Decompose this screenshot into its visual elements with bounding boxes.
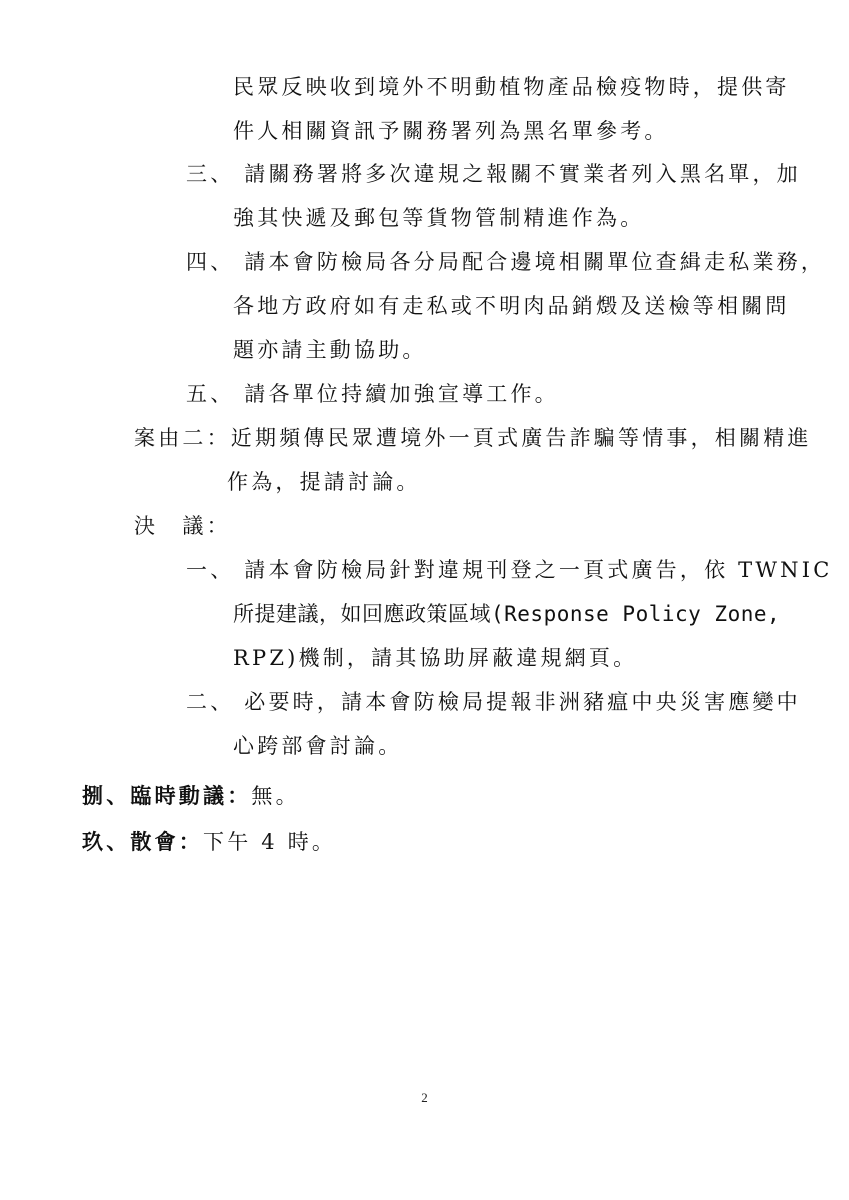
page-number: 2 [421,1090,428,1105]
text-line: 強其快遞及郵包等貨物管制精進作為。 [233,206,645,230]
item-4-line: 四、 請本會防檢局各分局配合邊境相關單位查緝走私業務， [186,250,826,274]
resolution-item-1-line: 一、 請本會防檢局針對違規刊登之一頁式廣告，依 TWNIC [186,558,833,582]
text-line: 民眾反映收到境外不明動植物產品檢疫物時，提供寄 [233,75,790,99]
text-line: 各地方政府如有走私或不明肉品銷燬及送檢等相關問 [233,294,790,318]
text-line: 件人相關資訊予關務署列為黑名單參考。 [233,119,669,143]
item-3-line: 三、 請關務署將多次違規之報關不實業者列入黑名單，加 [186,162,801,186]
text-line: 作為，提請討論。 [227,470,421,494]
text-line: 題亦請主動協助。 [233,338,427,362]
resolution-item-2-line: 二、 必要時，請本會防檢局提報非洲豬瘟中央災害應變中 [186,690,801,714]
item-5-line: 五、 請各單位持續加強宣導工作。 [186,382,559,406]
section-9-body: 下午 4 時。 [203,830,337,854]
section-9-heading: 玖、散會： [82,830,203,854]
section-9 [82,829,336,855]
text-line: RPZ)機制，請其協助屏蔽違規網頁。 [233,646,638,670]
section-8 [82,783,300,809]
text-line: 心跨部會討論。 [233,734,403,758]
resolution-heading: 決 議： [134,514,231,538]
section-8-body: 無。 [251,784,300,808]
case-2-line: 案由二：近期頻傳民眾遭境外一頁式廣告詐騙等情事，相關精進 [134,426,812,450]
section-8-heading: 捌、臨時動議： [82,784,252,808]
text-line: 所提建議，如回應政策區域(Response Policy Zone, [233,602,781,626]
